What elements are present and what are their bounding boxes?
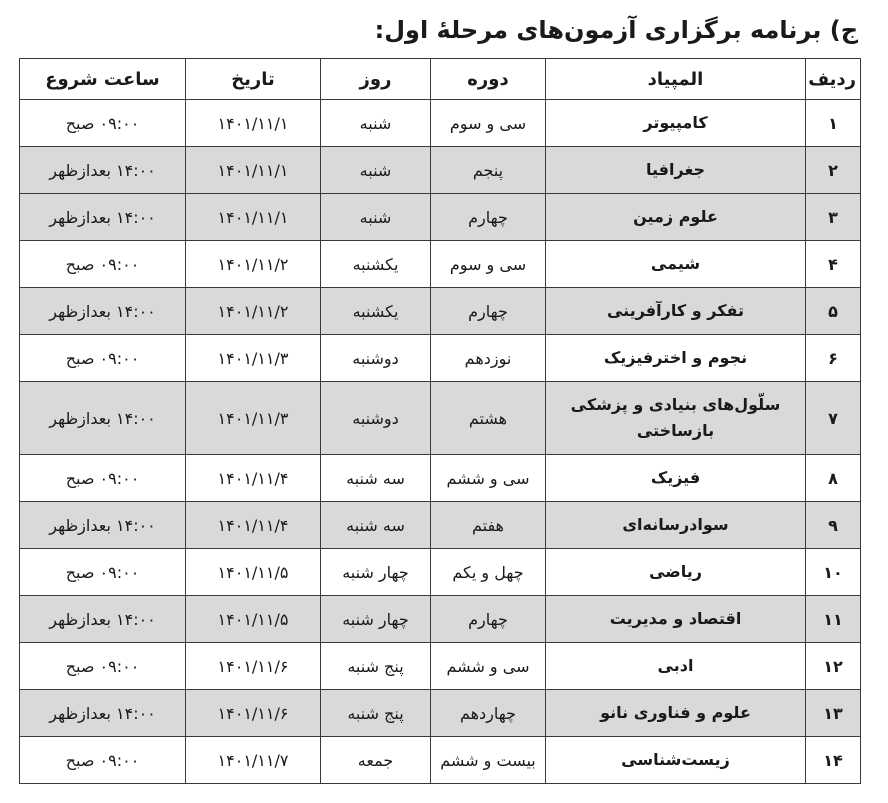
header-olympiad: المپیاد [546,59,806,100]
cell-row-number: ۱ [806,100,861,147]
cell-date: ۱۴۰۱/۱۱/۱ [186,100,321,147]
cell-day: شنبه [321,100,431,147]
cell-row-number: ۹ [806,502,861,549]
table-row [20,690,861,737]
header-grade: دوره [431,59,546,100]
cell-day: چهار شنبه [321,596,431,643]
table-row [20,335,861,382]
cell-date: ۱۴۰۱/۱۱/۵ [186,596,321,643]
cell-row-number: ۱۲ [806,643,861,690]
cell-day: جمعه [321,737,431,784]
table-row [20,194,861,241]
cell-day: پنج شنبه [321,643,431,690]
table-row [20,241,861,288]
cell-day: شنبه [321,147,431,194]
header-day: روز [321,59,431,100]
cell-grade: چهارم [431,288,546,335]
cell-grade: پنجم [431,147,546,194]
cell-day: یکشنبه [321,288,431,335]
table-header-row [20,59,861,100]
cell-start-time: ۱۴:۰۰ بعدازظهر [20,382,186,455]
cell-olympiad: شیمی [546,241,806,288]
cell-grade: هفتم [431,502,546,549]
cell-date: ۱۴۰۱/۱۱/۵ [186,549,321,596]
cell-date: ۱۴۰۱/۱۱/۳ [186,382,321,455]
cell-start-time: ۱۴:۰۰ بعدازظهر [20,502,186,549]
cell-row-number: ۳ [806,194,861,241]
table-row [20,455,861,502]
cell-olympiad: سوادرسانه‌ای [546,502,806,549]
cell-date: ۱۴۰۱/۱۱/۲ [186,241,321,288]
cell-day: دوشنبه [321,382,431,455]
cell-grade: بیست و ششم [431,737,546,784]
cell-start-time: ۰۹:۰۰ صبح [20,335,186,382]
cell-olympiad: اقتصاد و مدیریت [546,596,806,643]
cell-start-time: ۰۹:۰۰ صبح [20,737,186,784]
cell-olympiad: نجوم و اخترفیزیک [546,335,806,382]
cell-row-number: ۴ [806,241,861,288]
cell-day: دوشنبه [321,335,431,382]
table-row [20,549,861,596]
cell-date: ۱۴۰۱/۱۱/۴ [186,502,321,549]
cell-grade: سی و ششم [431,643,546,690]
cell-olympiad: علوم و فناوری نانو [546,690,806,737]
table-row [20,382,861,455]
cell-start-time: ۱۴:۰۰ بعدازظهر [20,288,186,335]
cell-start-time: ۱۴:۰۰ بعدازظهر [20,147,186,194]
cell-row-number: ۱۴ [806,737,861,784]
table-row [20,502,861,549]
cell-grade: چهاردهم [431,690,546,737]
cell-date: ۱۴۰۱/۱۱/۴ [186,455,321,502]
cell-grade: سی و ششم [431,455,546,502]
cell-date: ۱۴۰۱/۱۱/۶ [186,690,321,737]
header-start-time: ساعت شروع [20,59,186,100]
cell-olympiad: تفکر و کارآفرینی [546,288,806,335]
table-row [20,100,861,147]
cell-start-time: ۰۹:۰۰ صبح [20,241,186,288]
table-row [20,643,861,690]
table-row [20,596,861,643]
cell-day: سه شنبه [321,502,431,549]
cell-olympiad: ادبی [546,643,806,690]
cell-date: ۱۴۰۱/۱۱/۳ [186,335,321,382]
cell-grade: سی و سوم [431,241,546,288]
cell-olympiad: زیست‌شناسی [546,737,806,784]
header-date: تاریخ [186,59,321,100]
cell-date: ۱۴۰۱/۱۱/۷ [186,737,321,784]
cell-row-number: ۵ [806,288,861,335]
cell-grade: هشتم [431,382,546,455]
cell-start-time: ۰۹:۰۰ صبح [20,549,186,596]
cell-row-number: ۱۳ [806,690,861,737]
cell-start-time: ۰۹:۰۰ صبح [20,455,186,502]
section-heading: ج) برنامه برگزاری آزمون‌های مرحلهٔ اول: [374,16,858,44]
cell-start-time: ۱۴:۰۰ بعدازظهر [20,690,186,737]
cell-day: پنج شنبه [321,690,431,737]
cell-date: ۱۴۰۱/۱۱/۱ [186,194,321,241]
cell-start-time: ۱۴:۰۰ بعدازظهر [20,194,186,241]
table-body [20,100,861,784]
cell-olympiad: سلّول‌های بنیادی و پزشکی بازساختی [546,382,806,455]
table-row [20,288,861,335]
cell-olympiad: کامپیوتر [546,100,806,147]
cell-olympiad: جغرافیا [546,147,806,194]
cell-grade: چهل و یکم [431,549,546,596]
cell-grade: چهارم [431,596,546,643]
cell-day: یکشنبه [321,241,431,288]
cell-grade: نوزدهم [431,335,546,382]
cell-grade: چهارم [431,194,546,241]
cell-row-number: ۱۱ [806,596,861,643]
cell-start-time: ۰۹:۰۰ صبح [20,643,186,690]
table-row [20,147,861,194]
cell-day: سه شنبه [321,455,431,502]
cell-grade: سی و سوم [431,100,546,147]
cell-start-time: ۰۹:۰۰ صبح [20,100,186,147]
cell-olympiad: ریاضی [546,549,806,596]
table-row [20,737,861,784]
cell-row-number: ۶ [806,335,861,382]
exam-schedule-table [19,58,861,784]
cell-day: چهار شنبه [321,549,431,596]
cell-olympiad: علوم زمین [546,194,806,241]
cell-row-number: ۸ [806,455,861,502]
cell-date: ۱۴۰۱/۱۱/۲ [186,288,321,335]
cell-date: ۱۴۰۱/۱۱/۱ [186,147,321,194]
cell-row-number: ۲ [806,147,861,194]
header-row-number: ردیف [806,59,861,100]
cell-day: شنبه [321,194,431,241]
cell-row-number: ۱۰ [806,549,861,596]
cell-row-number: ۷ [806,382,861,455]
cell-start-time: ۱۴:۰۰ بعدازظهر [20,596,186,643]
cell-date: ۱۴۰۱/۱۱/۶ [186,643,321,690]
cell-olympiad: فیزیک [546,455,806,502]
